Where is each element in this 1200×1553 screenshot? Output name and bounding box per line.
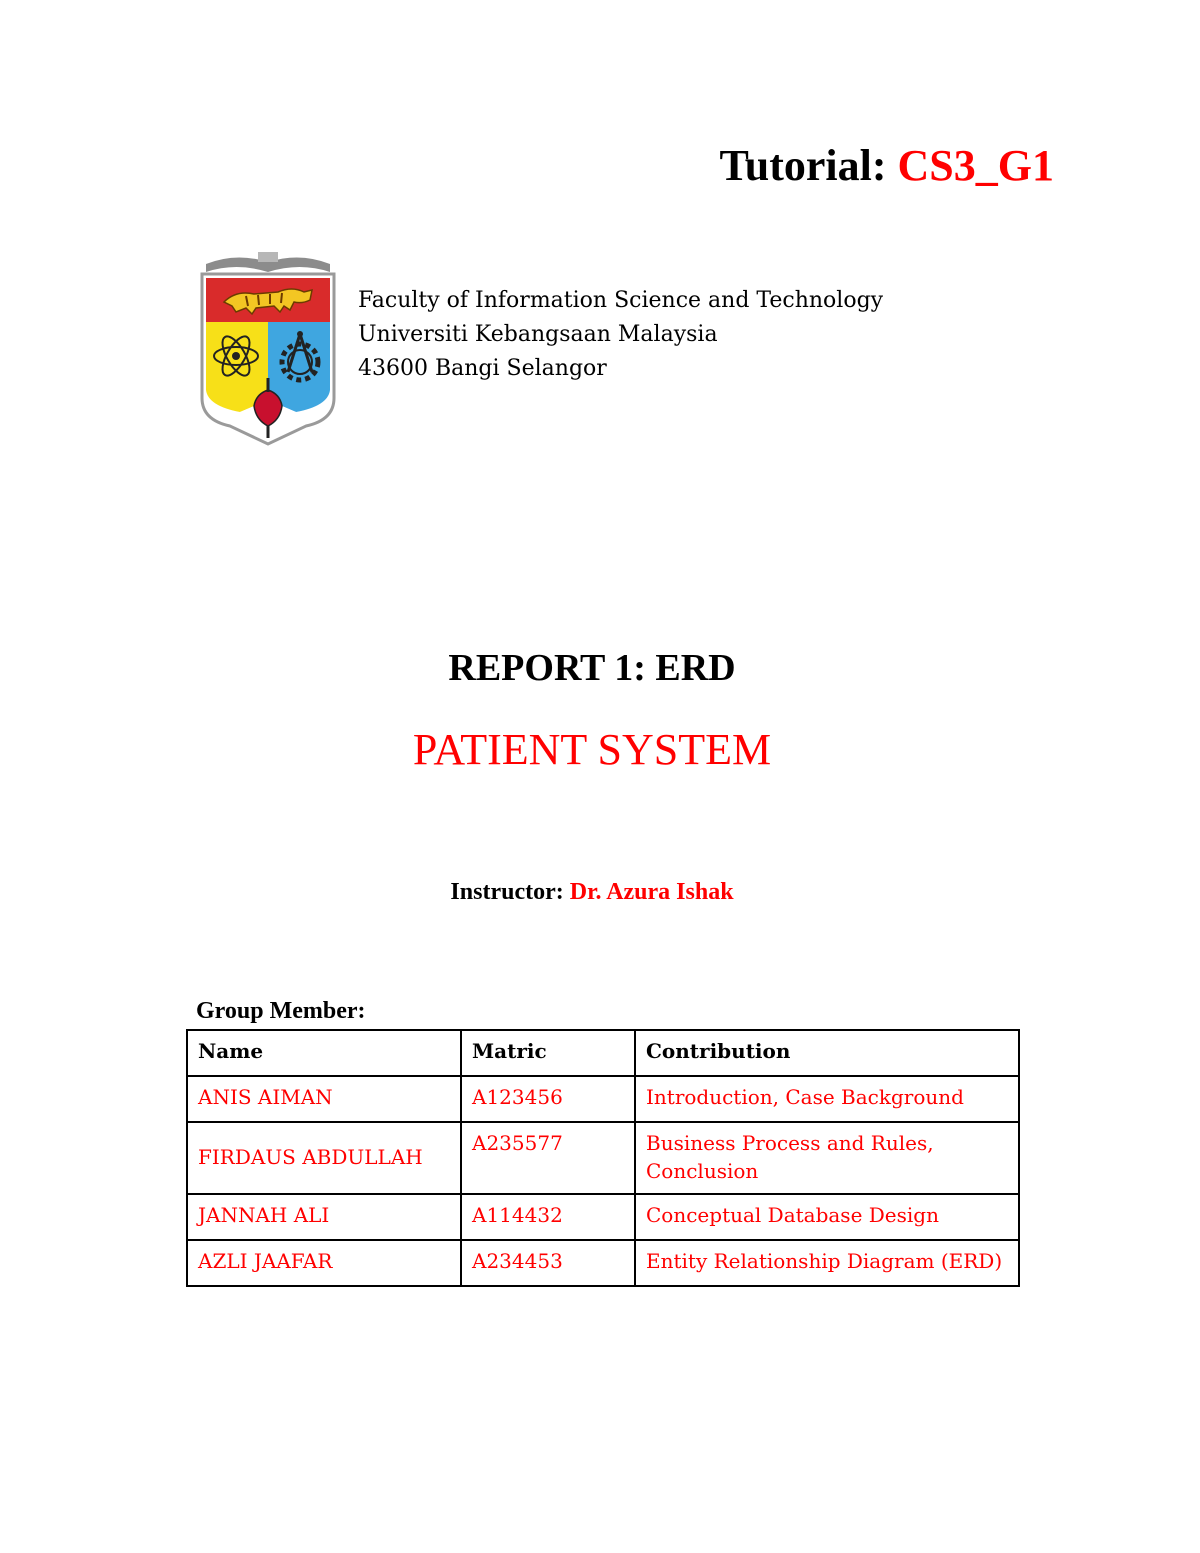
member-contribution: Conceptual Database Design [635, 1194, 1019, 1240]
member-matric: A123456 [461, 1076, 635, 1122]
table-row [187, 1076, 1019, 1122]
member-name: FIRDAUS ABDULLAH [187, 1122, 461, 1194]
instructor-line [0, 878, 1184, 907]
member-name: ANIS AIMAN [187, 1076, 461, 1122]
tutorial-label: Tutorial: [719, 141, 887, 190]
member-matric: A235577 [461, 1122, 635, 1194]
member-name: JANNAH ALI [187, 1194, 461, 1240]
column-header-contribution: Contribution [635, 1030, 1019, 1076]
member-contribution: Entity Relationship Diagram (ERD) [635, 1240, 1019, 1286]
instructor-name: Dr. Azura Ishak [569, 879, 734, 905]
tutorial-heading [719, 142, 1054, 190]
instructor-label: Instructor: [450, 879, 564, 905]
member-name: AZLI JAAFAR [187, 1240, 461, 1286]
member-contribution: Introduction, Case Background [635, 1076, 1019, 1122]
group-member-label: Group Member: [196, 998, 366, 1024]
university-name: Universiti Kebangsaan Malaysia [358, 322, 718, 347]
table-row [187, 1194, 1019, 1240]
table-row [187, 1122, 1019, 1194]
member-matric: A114432 [461, 1194, 635, 1240]
group-member-table [186, 1029, 1020, 1287]
report-title: REPORT 1: ERD [448, 647, 736, 689]
member-contribution: Business Process and Rules, Conclusion [635, 1122, 1019, 1194]
member-matric: A234453 [461, 1240, 635, 1286]
institution-address-block [358, 284, 883, 386]
faculty-name: Faculty of Information Science and Technology [358, 288, 884, 313]
column-header-name: Name [187, 1030, 461, 1076]
postal-address: 43600 Bangi Selangor [358, 356, 607, 381]
column-header-matric: Matric [461, 1030, 635, 1076]
ukm-crest-icon [196, 250, 340, 446]
table-row [187, 1240, 1019, 1286]
table-header-row [187, 1030, 1019, 1076]
tutorial-code: CS3_G1 [897, 141, 1054, 190]
report-subtitle: PATIENT SYSTEM [412, 725, 772, 774]
